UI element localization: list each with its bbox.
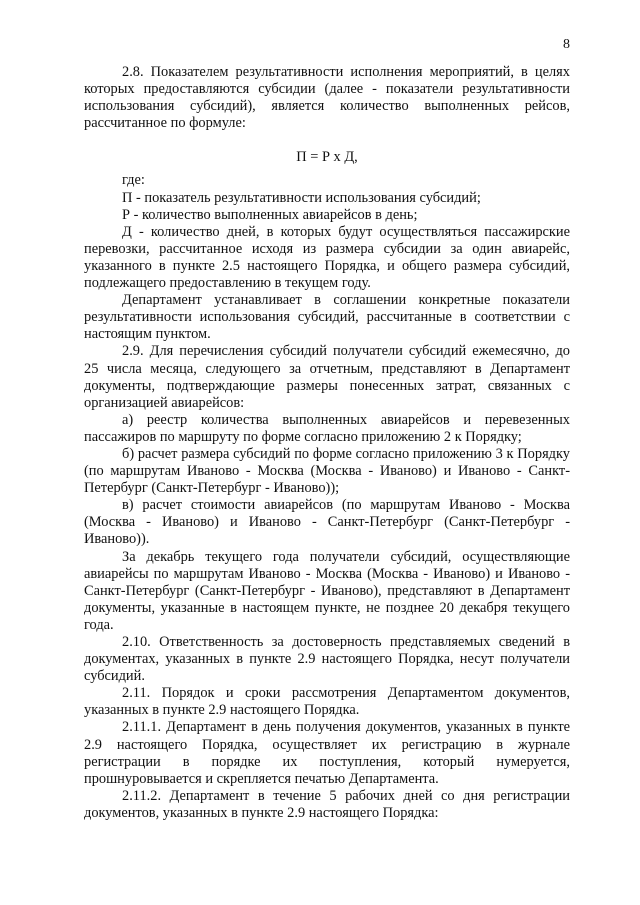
paragraph-2-11-2: 2.11.2. Департамент в течение 5 рабочих дней со дня регистрации документов, указанных в пункте 2.9 настоящего Порядка:	[84, 787, 570, 821]
paragraph-department-indicators: Департамент устанавливает в соглашении конкретные показатели результативности использования субсидий, рассчитанные в соответствии с настоящим пунктом.	[84, 292, 570, 343]
paragraph-2-8: 2.8. Показателем результативности исполнения мероприятий, в целях которых предоставляются субсидии (далее - показатели результативности использования субсидий), является количество выполненных рейсов, рассчитанное по формуле:	[84, 64, 570, 132]
paragraph-def-p: П - показатель результативности использования субсидий;	[122, 189, 481, 206]
formula: П = Р х Д,	[296, 149, 358, 166]
paragraph-december: За декабрь текущего года получатели субсидий, осуществляющие авиарейсы по маршрутам Иваново - Москва (Москва - Иваново) и Иваново - Санкт-Петербург (Санкт-Петербург - Иваново), представляют в Департамент документы, указанные в настоящем пункте, не позднее 20 декабря текущего года.	[84, 548, 570, 633]
paragraph-where: где:	[122, 172, 145, 189]
paragraph-2-10: 2.10. Ответственность за достоверность представляемых сведений в документах, указанных в пункте 2.9 настоящего Порядка, несут получатели субсидий.	[84, 634, 570, 685]
paragraph-def-d: Д - количество дней, в которых будут осуществляться пассажирские перевозки, рассчитанное исходя из размера субсидии за один авиарейс, указанного в пункте 2.5 настоящего Порядка, и общего размера субсидий, подлежащего предоставлению в текущем году.	[84, 223, 570, 292]
paragraph-2-9: 2.9. Для перечисления субсидий получатели субсидий ежемесячно, до 25 числа месяца, следующего за отчетным, представляют в Департамент документы, подтверждающие размеры понесенных затрат, связанных с организацией авиарейсов:	[84, 343, 570, 411]
paragraph-2-9-v: в) расчет стоимости авиарейсов (по маршрутам Иваново - Москва (Москва - Иваново) и Иваново - Санкт-Петербург (Санкт-Петербург - Иваново)).	[84, 497, 570, 548]
page-number: 8	[563, 37, 570, 52]
paragraph-2-11: 2.11. Порядок и сроки рассмотрения Департаментом документов, указанных в пункте 2.9 настоящего Порядка.	[84, 685, 570, 719]
paragraph-def-r: Р - количество выполненных авиарейсов в день;	[122, 206, 418, 223]
paragraph-2-11-1: 2.11.1. Департамент в день получения документов, указанных в пункте 2.9 настоящего Порядка, осуществляет их регистрацию в журнале регистрации в порядке их поступления, который нумеруется, прошнуровывается и скрепляется печатью Департамента.	[84, 719, 570, 787]
document-body	[84, 64, 570, 822]
paragraph-2-9-b: б) расчет размера субсидий по форме согласно приложению 3 к Порядку (по маршрутам Иваново - Москва (Москва - Иваново) и Иваново - Санкт-Петербург (Санкт-Петербург - Иваново));	[84, 445, 570, 497]
paragraph-2-9-a: а) реестр количества выполненных авиарейсов и перевезенных пассажиров по маршруту по форме согласно приложению 2 к Порядку;	[84, 411, 570, 445]
